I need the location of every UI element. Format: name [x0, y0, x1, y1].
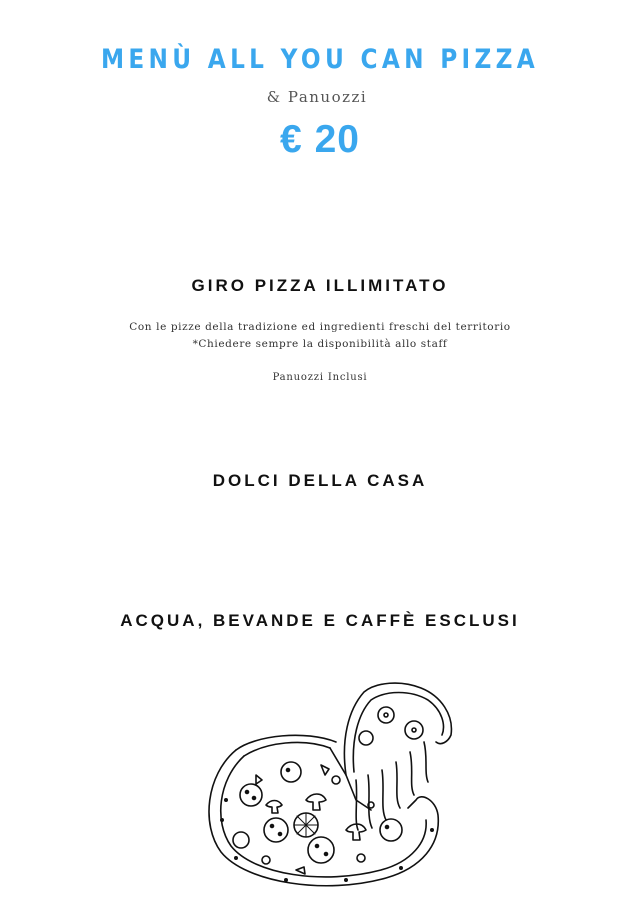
section-description-line: *Chiedere sempre la disponibilità allo staff — [192, 338, 448, 350]
section-description-line: Con le pizze della tradizione ed ingredienti freschi del territorio — [129, 321, 511, 333]
section-heading-dolci: DOLCI DELLA CASA — [212, 471, 428, 490]
menu-subtitle — [0, 88, 640, 106]
section-heading-bevande: ACQUA, BEVANDE E CAFFÈ ESCLUSI — [120, 611, 520, 630]
menu-price: € 20 — [280, 118, 360, 161]
menu-title: MENÙ ALL YOU CAN PIZZA — [100, 44, 540, 75]
section-heading-giro-pizza: GIRO PIZZA ILLIMITATO — [191, 276, 449, 295]
subtitle-text: & Panuozzi — [266, 88, 368, 106]
pizza-illustration-icon — [196, 680, 466, 892]
section-note: Panuozzi Inclusi — [272, 372, 368, 383]
